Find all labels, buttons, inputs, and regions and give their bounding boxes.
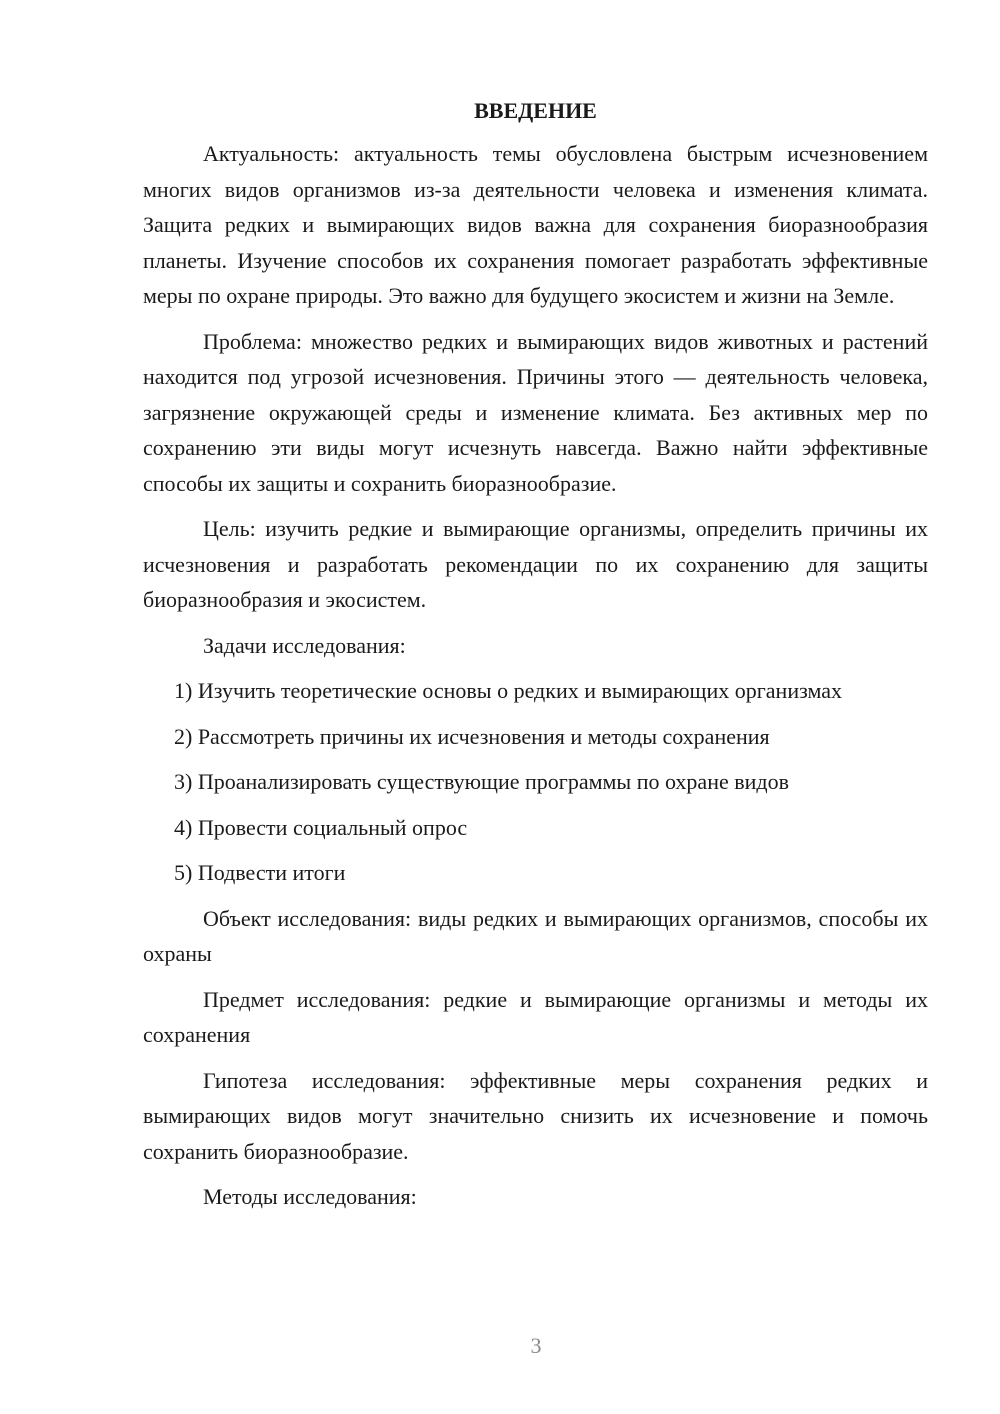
tasks-label: Задачи исследования: xyxy=(203,632,406,658)
methods-label: Методы исследования: xyxy=(203,1184,417,1209)
task-item: 2) Рассмотреть причины их исчезновения и методы сохранения xyxy=(174,723,770,749)
page-number: 3 xyxy=(530,1333,542,1358)
problem-paragraph: Проблема: множество редких и вымирающих видов животных и растений находится под угрозой исчезновения. Причины этого — деятельность человека, загрязнение окружающей среды и изменение климата. Без активных мер по сохранению эти виды могут исчезнуть навсегда. Важно найти эффективные способы их защиты и сохранить биоразнообразие. xyxy=(143,328,928,496)
section-heading: ВВЕДЕНИЕ xyxy=(474,98,597,123)
task-item: 4) Провести социальный опрос xyxy=(174,814,468,840)
tasks-list xyxy=(143,673,928,891)
task-item: 5) Подвести итоги xyxy=(174,860,346,885)
hypothesis-paragraph: Гипотеза исследования: эффективные меры сохранения редких и вымирающих видов могут значительно снизить их исчезновение и помочь сохранить биоразнообразие. xyxy=(143,1067,928,1164)
document-page xyxy=(143,96,928,1225)
subject-paragraph: Предмет исследования: редкие и вымирающие организмы и методы их сохранения xyxy=(143,986,928,1047)
task-item: 1) Изучить теоретические основы о редких и вымирающих организмах xyxy=(174,678,843,703)
task-item: 3) Проанализировать существующие программы по охране видов xyxy=(174,769,789,794)
object-paragraph: Объект исследования: виды редких и вымирающих организмов, способы их охраны xyxy=(143,905,928,966)
goal-paragraph: Цель: изучить редкие и вымирающие организмы, определить причины их исчезновения и разработать рекомендации по их сохранению для защиты биоразнообразия и экосистем. xyxy=(143,516,928,612)
relevance-paragraph: Актуальность: актуальность темы обусловлена быстрым исчезновением многих видов организмов из-за деятельности человека и изменения климата. Защита редких и вымирающих видов важна для сохранения биоразнообразия планеты. Изучение способов их сохранения помогает разработать эффективные меры по охране природы. Это важно для будущего экосистем и жизни на Земле. xyxy=(143,141,928,308)
